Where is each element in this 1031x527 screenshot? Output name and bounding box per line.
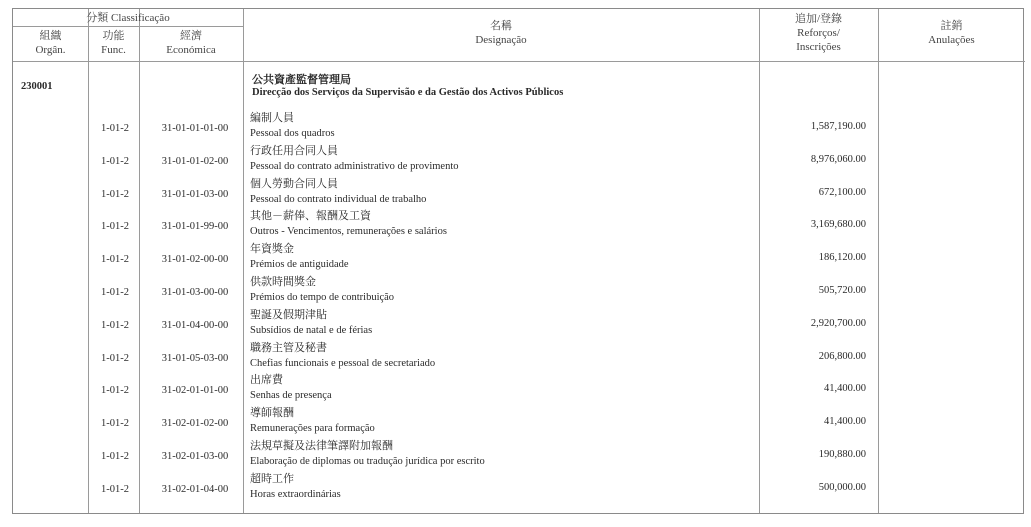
designation-header: 名稱 Designação <box>475 20 527 46</box>
econ-header: 經濟 Económica <box>166 30 216 56</box>
econ-code: 31-02-01-04-00 <box>161 483 229 495</box>
designation-pt: Senhas de presença <box>250 390 332 402</box>
table-row <box>13 209 1025 242</box>
func-header: 功能 Func. <box>101 30 126 56</box>
econ-code: 31-01-04-00-00 <box>161 319 229 331</box>
reinforce-amount: 505,720.00 <box>818 285 866 296</box>
func-code: 1-01-2 <box>101 418 129 430</box>
reinforce-amount: 41,400.00 <box>824 383 866 395</box>
econ-code: 31-01-05-03-00 <box>161 352 229 364</box>
designation-pt: Subsídios de natal e de férias <box>250 324 373 336</box>
designation-zh: 年資獎金 <box>250 243 294 256</box>
designation <box>250 439 750 469</box>
designation-zh: 法規草擬及法律筆譯附加報酬 <box>250 440 393 452</box>
table-row <box>13 275 1025 308</box>
designation-pt: Prémios do tempo de contribuição <box>250 292 395 303</box>
func-code: 1-01-2 <box>101 123 129 134</box>
func-code: 1-01-2 <box>101 155 129 167</box>
table-row <box>13 472 1025 505</box>
econ-code: 31-02-01-01-00 <box>161 385 229 397</box>
func-code: 1-01-2 <box>101 188 129 200</box>
designation-zh: 導師報酬 <box>250 407 294 420</box>
header-divider <box>13 61 1025 62</box>
reinforce-amount: 1,587,190.00 <box>810 121 866 132</box>
econ-code: 31-02-01-03-00 <box>161 451 229 462</box>
designation-pt: Prémios de antiguidade <box>250 259 349 271</box>
designation-zh: 出席費 <box>250 374 283 387</box>
designation-zh: 供款時間獎金 <box>250 276 316 288</box>
designation <box>250 144 750 174</box>
designation-zh: 行政任用合同人員 <box>250 144 338 157</box>
designation-pt: Chefias funcionais e pessoal de secretariado <box>250 357 436 369</box>
budget-table <box>12 8 1024 514</box>
classification-header: 分類 Classificação <box>86 12 170 24</box>
reinforce-amount: 500,000.00 <box>818 481 866 493</box>
func-code: 1-01-2 <box>101 483 129 495</box>
func-code: 1-01-2 <box>101 385 129 397</box>
designation <box>250 406 750 436</box>
table-row <box>13 308 1025 341</box>
table-row <box>13 177 1025 210</box>
designation-pt: Pessoal do contrato administrativo de provimento <box>250 160 459 172</box>
designation-pt: Pessoal do contrato individual de trabalho <box>250 193 427 205</box>
designation <box>250 373 750 403</box>
func-code: 1-01-2 <box>101 221 129 233</box>
organ-name-pt: Direcção dos Serviços da Supervisão e da Gestão dos Activos Públicos <box>252 87 564 98</box>
reinforce-header: 追加/登錄 Reforços/ Inscrições <box>794 13 843 53</box>
table-row <box>13 111 1025 144</box>
func-code: 1-01-2 <box>101 287 129 298</box>
designation <box>250 209 750 239</box>
reinforce-amount: 190,880.00 <box>818 449 866 460</box>
designation-zh: 超時工作 <box>250 472 294 485</box>
func-code: 1-01-2 <box>101 451 129 462</box>
reinforce-amount: 672,100.00 <box>818 186 866 198</box>
header-divider <box>13 26 243 27</box>
designation <box>250 341 750 371</box>
designation-pt: Horas extraordinárias <box>250 488 341 500</box>
designation-zh: 職務主管及秘書 <box>250 341 327 354</box>
designation-zh: 編制人員 <box>250 112 294 124</box>
func-code: 1-01-2 <box>101 352 129 364</box>
designation <box>250 177 750 207</box>
designation <box>250 308 750 338</box>
econ-code: 31-01-01-03-00 <box>161 188 229 200</box>
econ-code: 31-01-01-99-00 <box>161 221 229 233</box>
reinforce-amount: 186,120.00 <box>818 252 866 264</box>
table-row <box>13 373 1025 406</box>
designation-pt: Pessoal dos quadros <box>250 128 335 139</box>
table-row <box>13 341 1025 374</box>
designation <box>250 472 750 502</box>
econ-code: 31-01-02-00-00 <box>161 254 229 266</box>
reinforce-amount: 3,169,680.00 <box>810 219 866 231</box>
designation-pt: Outros - Vencimentos, remunerações e salários <box>250 226 447 238</box>
reinforce-amount: 206,800.00 <box>818 350 866 362</box>
designation-pt: Elaboração de diplomas ou tradução jurídica por escrito <box>250 456 485 467</box>
organ-header: 組織 Orgân. <box>35 30 66 56</box>
designation <box>250 275 750 305</box>
designation-zh: 其他－薪俸、報酬及工資 <box>250 210 371 223</box>
table-row <box>13 242 1025 275</box>
econ-code: 31-01-03-00-00 <box>161 287 229 298</box>
reinforce-amount: 2,920,700.00 <box>810 317 866 329</box>
organ-name-zh: 公共資產監督管理局 <box>252 74 351 86</box>
annul-header: 註銷 Anulações <box>928 20 975 46</box>
designation-zh: 個人勞動合同人員 <box>250 177 338 190</box>
organ-code: 230001 <box>21 81 53 92</box>
designation-pt: Remunerações para formação <box>250 423 375 435</box>
designation <box>250 242 750 272</box>
table-row <box>13 144 1025 177</box>
table-row <box>13 406 1025 439</box>
reinforce-amount: 8,976,060.00 <box>810 153 866 165</box>
func-code: 1-01-2 <box>101 254 129 266</box>
econ-code: 31-01-01-01-00 <box>161 123 229 134</box>
econ-code: 31-01-01-02-00 <box>161 155 229 167</box>
designation-zh: 聖誕及假期津貼 <box>250 308 327 321</box>
reinforce-amount: 41,400.00 <box>824 416 866 428</box>
designation <box>250 111 750 141</box>
func-code: 1-01-2 <box>101 319 129 331</box>
table-row <box>13 439 1025 472</box>
econ-code: 31-02-01-02-00 <box>161 418 229 430</box>
